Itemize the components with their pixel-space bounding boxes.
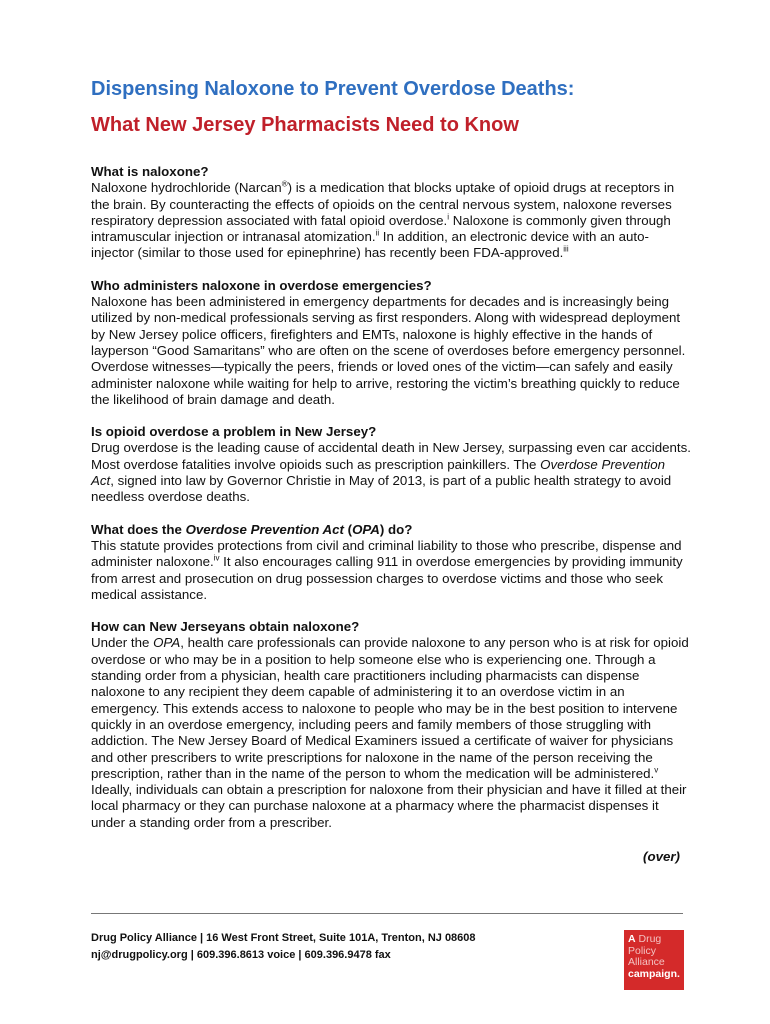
section-obtain-naloxone [91, 619, 691, 831]
document-body [91, 164, 691, 847]
text-run: , health care professionals can provide naloxone to any person who is at risk for opioid overdose or who may be in a position to help someone else who is experiencing one. Through a standing order from a physician, health care practitioners including pharmacists can dispense naloxone to any recipient they deem capable of administering it to an overdose victim in an emergency. This extends access to naloxone to people who may be in the best position to intervene quickly in an overdose emergency, including peers and family members of those struggling with addiction. The New Jersey Board of Medical Examiners issued a certificate of waiver for physicians and other prescribers to write prescriptions for naloxone in the name of the person receiving the prescription, rather than in the name of the person to whom the medication will be administered. [91, 635, 689, 781]
footer-contact [91, 930, 476, 964]
text-run: ) is a medication that blocks uptake of opioid drugs at receptors in the brain. By counteracting the effects of opioids on the central nervous system, naloxone reverses respiratory depression associated with fatal opioid overdose. [91, 180, 675, 228]
endnote-ref: v [654, 765, 659, 775]
section-heading: Who administers naloxone in overdose emergencies? [91, 277, 432, 293]
logo-word: Policy [628, 944, 657, 957]
document-title: Dispensing Naloxone to Prevent Overdose Deaths: [91, 78, 575, 100]
section-text [91, 440, 691, 505]
document-subtitle: What New Jersey Pharmacists Need to Know [91, 114, 519, 136]
section-what-does-opa-do [91, 522, 691, 603]
endnote-ref: ii [375, 228, 380, 238]
text-run: ( [343, 521, 353, 537]
section-overdose-problem [91, 424, 691, 505]
text-run: This statute provides protections from civil and criminal liability to those who prescribe, dispense and administer naloxone. [91, 537, 682, 570]
text-run: Ideally, individuals can obtain a prescription for naloxone from their physician and have it filled at their local pharmacy or they can purchase naloxone at a pharmacy where the pharmacist dispenses it under a standing order from a prescriber. [91, 782, 687, 830]
logo-line [628, 934, 680, 946]
act-name: Overdose Prevention Act [185, 521, 344, 537]
logo-word: Alliance [628, 956, 665, 968]
endnote-ref: iv [213, 553, 220, 563]
section-text [91, 635, 691, 831]
logo-word: campaign. [628, 967, 680, 980]
page-over-note: (over) [643, 849, 680, 864]
text-run: Drug overdose is the leading cause of accidental death in New Jersey, surpassing even car accidents. Most overdose fatalities involve opioids such as prescription painkillers. The [91, 440, 691, 472]
footer-phone-email: nj@drugpolicy.org | 609.396.8613 voice | 609.396.9478 fax [91, 949, 391, 961]
endnote-ref: iii [563, 245, 569, 255]
act-name: Overdose Prevention Act [91, 456, 666, 489]
section-heading: Is opioid overdose a problem in New Jersey? [91, 424, 377, 440]
section-heading: How can New Jerseyans obtain naloxone? [91, 619, 360, 635]
section-heading [91, 522, 691, 538]
logo-a: A [628, 933, 636, 945]
text-run: In addition, an electronic device with an auto-injector (similar to those used for epinephrine) has recently been FDA-approved. [91, 229, 649, 261]
text-run: , signed into law by Governor Christie in May of 2013, is part of a public health strategy to avoid needless overdose deaths. [91, 473, 672, 505]
act-abbrev: OPA [352, 521, 380, 537]
section-text [91, 180, 691, 261]
text-run: ) do? [379, 521, 413, 537]
text-run: Under the [91, 635, 154, 651]
registered-mark: ® [281, 179, 288, 189]
text-run: It also encourages calling 911 in overdose emergencies by providing immunity from arrest and prosecution on drug possession charges to overdose victims and those who seek medical assistance. [91, 554, 683, 602]
logo-word: Drug [638, 933, 662, 945]
section-heading: What is naloxone? [91, 164, 209, 179]
footer-address: Drug Policy Alliance | 16 West Front Street, Suite 101A, Trenton, NJ 08608 [91, 932, 476, 944]
endnote-ref: i [447, 212, 450, 222]
section-what-is-naloxone [91, 164, 691, 262]
section-text [91, 538, 691, 603]
footer-divider [91, 913, 683, 914]
act-abbrev: OPA [153, 635, 181, 651]
section-who-administers [91, 278, 691, 408]
text-run: Naloxone hydrochloride (Narcan [91, 180, 282, 196]
text-run: What does the [91, 521, 186, 537]
dpa-campaign-logo [624, 930, 684, 990]
section-text: Naloxone has been administered in emergency departments for decades and is increasingly being utilized by non-medical professionals serving as first responders. Along with widespread deployment by New Jersey police officers, firefighters and EMTs, naloxone is highly effective in the hands of layperson “Good Samaritans” who are often on the scene of overdoses before emergency personnel. Overdose witnesses—typically the peers, friends or loved ones of the victim—can safely and easily administer naloxone while waiting for help to arrive, restoring the victim’s breathing quickly to reduce the likelihood of brain damage and death. [91, 294, 686, 407]
text-run: Naloxone is commonly given through intramuscular injection or intranasal atomization. [91, 212, 671, 245]
